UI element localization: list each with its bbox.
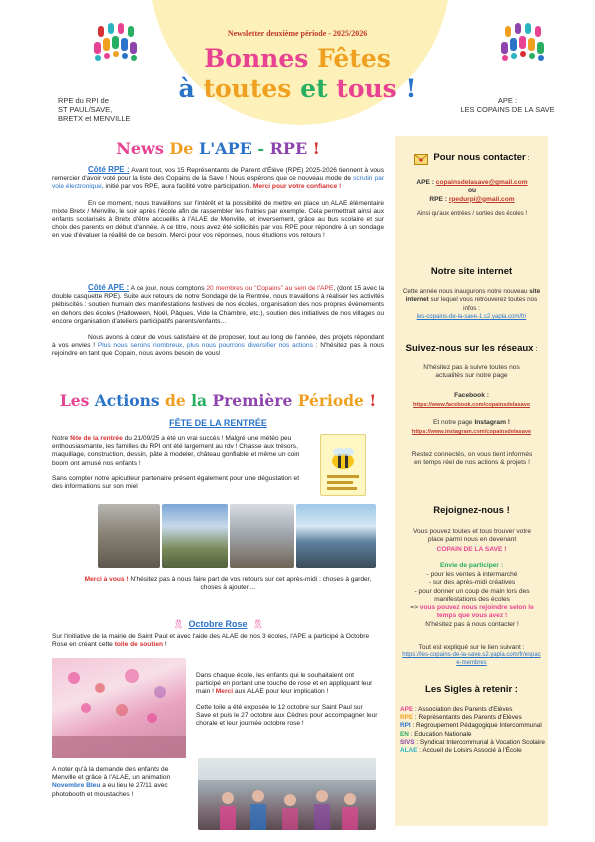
sigle-sep: : xyxy=(417,747,423,755)
title-word: tous xyxy=(336,74,397,103)
octobre-p2 xyxy=(196,672,378,728)
sigle-row xyxy=(400,739,546,747)
octobre-p1 xyxy=(52,633,374,649)
text: Nous avons à cœur de vous satisfaire et de proposer, tout au long de l'année, des projets répondant à vos envies ! xyxy=(52,334,384,350)
explained-text: Tout est expliqué sur le lien suivant : xyxy=(418,644,525,651)
novembre-bleu-photo xyxy=(198,758,376,830)
text: Notre xyxy=(52,435,70,442)
cote-ape-p2 xyxy=(52,334,384,359)
sigle-abbr: RPI xyxy=(400,722,411,730)
fete-rentree-text xyxy=(52,435,310,491)
text: RPE : xyxy=(429,195,449,203)
text: , (dont 15 avec la double casquette RPE). Suite aux retours de notre Sondage de la Rentrée, nous travaillons à réaliser les activités plébiscités : soutien humain des manifestations festives de nos écoles, organisation des nos propres évènements en dehors des écoles (Halloween, Noël, Pâques, Vide la Chambre, etc.), soutien des initiatives de nos villages ou encore organisation d'ateliers participatifs parents/enfants… xyxy=(52,285,384,325)
site-title: Notre site internet xyxy=(430,266,513,277)
envie-arrow-line xyxy=(404,604,540,621)
sigle-row xyxy=(400,722,546,730)
sigle-abbr: ALAE xyxy=(400,747,418,755)
title-word: et xyxy=(300,74,328,103)
text: sur lequel vous retrouverez toutes nos infos : xyxy=(428,296,538,312)
title-word: Période xyxy=(297,391,364,410)
text: , initié par vos RPE, aura facilité votre participation. xyxy=(101,183,253,191)
text: ! xyxy=(163,641,167,649)
title-line-1 xyxy=(0,44,595,73)
text: aux ALAE pour leur implication ! xyxy=(233,688,329,696)
text: Dans chaque école, les enfants qui le souhaitaient ont participé en portant une touche de rose et en appliquant leur main ! xyxy=(196,672,373,696)
ou-text: ou xyxy=(467,187,477,195)
text: => xyxy=(410,604,420,612)
cote-rpe-p2: En ce moment, nous travaillons sur l'intérêt et la possibilité de mettre en place un ALAE élémentaire mixte Bretx / Menville, le soir après l'école afin de rassembler les fratries par exemple. Cela permettrait ainsi aux enfants scolarisés à Bretx d'être accueillis à l'ALAE de Menville, et inversement, grâce au bus scolaire et sur choix des parents en début d'année. A ce titre, nous avez été sollicités par vos RPE pour répondre à un sondage en vue d'évaluer la réalité de ce besoin. Merci pour vos réponses, nous étudions vos retours ! xyxy=(52,199,384,240)
text: du 21/09/25 a été un vrai succès ! Malgré une météo peu enthousiasmante, les familles du RPI ont été largement au rdv ! Chasse aux trésors, maquillage, construction, dessin, pâte à modeler, château gonflable et même un coin boom ont amusé nos enfants ! xyxy=(52,435,300,467)
stay-connected-text: Restez connectés, on vous tient informés en temps réel de nos actions & projets ! xyxy=(411,451,533,467)
sigle-sep: : xyxy=(413,714,419,722)
title-word: RPE xyxy=(269,139,313,158)
ape-email-link[interactable]: copainsdelasave@gmail.com xyxy=(435,179,528,186)
actions-title xyxy=(50,391,386,410)
sigle-def: Syndicat Intercommunal à Vocation Scolaire xyxy=(419,738,545,746)
sigle-def: Education Nationale xyxy=(414,730,472,738)
text: Avant tout, vos 15 Représentants de Parent d'Élève (RPE) 2025-2026 tiennent à vous remercier d'avoir voté pour la liste des Copains de la Save ! Nous espérons que ce nouveau mode de xyxy=(52,167,384,183)
news-title xyxy=(50,139,386,158)
rpe-org-label xyxy=(58,96,168,123)
text: : xyxy=(525,155,530,162)
title-word: Bonnes xyxy=(204,44,309,73)
sigle-def: Représentants des Parents d'Elèves xyxy=(418,714,522,722)
text: Suivez-nous sur les réseaux xyxy=(405,343,534,354)
text: Merci pour votre confiance ! xyxy=(252,183,342,191)
oct-p3: Cette toile a été exposée le 12 octobre sur Saint Paul sur Save et puis le 27 octobre aux Cèdres pour accompagner leur chorale et leur journée octobre rose ! xyxy=(196,703,378,728)
social-text: N'hésitez pas à suivre toutes nos actualités sur notre page xyxy=(423,364,520,380)
contact-title xyxy=(433,152,529,163)
social-title xyxy=(400,343,543,354)
fete-photo-4 xyxy=(296,504,376,568)
title-word: De xyxy=(169,139,200,158)
text: Pour nous contacter xyxy=(433,152,526,163)
site-text xyxy=(402,288,541,313)
sigle-def: Accueil de Loisirs Associé à l'École xyxy=(422,747,522,755)
sigle-def: Regroupement Pédagogique Intercommunal xyxy=(415,722,542,730)
bee-poster-image xyxy=(320,434,366,496)
text: Cette année nous inaugurons notre nouveau xyxy=(402,288,530,295)
site-link[interactable]: les-copains-de-la-save-1.s2.yapla.com/fr/ xyxy=(416,314,527,320)
envie-label: Envie de participer : xyxy=(439,562,504,569)
mail-icon xyxy=(414,152,428,163)
text: a eu lieu le 27/11 avec photobooth et moustaches ! xyxy=(52,782,168,798)
rpe-email-link[interactable]: rpedurpi@gmail.com xyxy=(448,195,515,203)
rpe-contact-line xyxy=(402,196,542,204)
text: : xyxy=(533,346,538,353)
join-title: Rejoignez-nous ! xyxy=(433,505,510,516)
cote-ape-p1 xyxy=(52,284,384,326)
title-word: la xyxy=(191,391,213,410)
title-word: toutes xyxy=(203,74,292,103)
text: APE : xyxy=(416,179,436,186)
octobre-rose-photo xyxy=(52,658,186,758)
text: 20 membres ou "Copains" au sein de l'APE xyxy=(206,285,334,292)
text: Plus nous serons nombreux, plus nous pourrons diversifier nos actions xyxy=(97,342,313,350)
cote-rpe-label: Côté RPE : xyxy=(88,165,130,174)
text: A ce jour, nous comptons xyxy=(129,285,207,292)
org-line: RPE du RPI de xyxy=(58,96,109,105)
list-item: - pour donner un coup de main lors des manifestations des écoles xyxy=(414,587,530,603)
text: Novembre Bleu xyxy=(52,782,101,790)
fete-photo-1 xyxy=(98,504,160,568)
list-item: - pour les ventes à intermarché xyxy=(426,571,518,578)
text: : N'hésitez pas à nous rejoindre en tant que Copain, nous avons besoin de vous! xyxy=(52,342,384,358)
sigle-row xyxy=(400,714,546,722)
ape-contact-line xyxy=(402,179,542,187)
text: Merci xyxy=(215,688,234,696)
text: fête de la rentrée xyxy=(69,435,123,442)
instagram-label xyxy=(400,419,543,427)
sigle-sep: : xyxy=(408,730,415,738)
text: toile de soutien xyxy=(114,641,164,649)
text: Merci à vous ! xyxy=(84,576,129,583)
fete-photo-2 xyxy=(162,504,228,568)
title-word: Fêtes xyxy=(317,44,391,73)
sigle-sep: : xyxy=(410,722,416,730)
octobre-rose-heading xyxy=(50,614,386,632)
title-word: Première xyxy=(212,391,298,410)
oct-p2 xyxy=(196,672,378,697)
oct-p4 xyxy=(52,766,194,799)
cote-rpe-section xyxy=(52,166,384,241)
cote-ape-section xyxy=(52,284,384,359)
text: site internet xyxy=(405,288,541,304)
sigle-row xyxy=(400,731,546,739)
title-word: Les xyxy=(59,391,95,410)
list-item: N'hésitez pas à nous contacter ! xyxy=(425,620,519,628)
merci-p xyxy=(80,576,376,592)
sigle-def: Association des Parents d'Elèves xyxy=(418,706,513,713)
title-word: - xyxy=(257,139,270,158)
sigle-sep: : xyxy=(413,706,419,713)
org-line: LES COPAINS DE LA SAVE xyxy=(460,105,555,114)
fete-photo-3 xyxy=(230,504,294,568)
fete-p1 xyxy=(52,435,310,468)
merci-text xyxy=(80,576,376,592)
text: A noter qu'à la demande des enfants de Menville et grâce à l'ALAE, un animation xyxy=(52,766,171,782)
facebook-link[interactable]: https://www.facebook.com/copainsdelasave xyxy=(413,402,530,408)
title-word: ! xyxy=(363,391,377,410)
sigle-abbr: RPE xyxy=(400,714,414,722)
fete-p2: Sans compter notre apiculteur partenaire présent également pour une dégustation et des informations sur son miel xyxy=(52,474,300,491)
cote-ape-label: Côté APE : xyxy=(88,283,130,292)
text: N'hésitez pas à nous faire part de vos retours sur cet après-midi : choses à garder, choses à ajouter… xyxy=(128,576,372,592)
ape-org-label xyxy=(440,96,575,114)
title-word: à xyxy=(178,74,195,103)
org-line: ST PAUL/SAVE, xyxy=(58,105,113,114)
pink-ribbon-icon: 🎗 xyxy=(172,619,185,629)
envie-list xyxy=(404,571,540,629)
sigle-abbr: SIVS xyxy=(400,738,415,746)
newsletter-subtitle: Newsletter deuxième période - 2025/2026 xyxy=(227,29,368,38)
contact-note: Ainsi qu'aux entrées / sorties des écoles ! xyxy=(416,210,528,217)
join-text: Vous pouvez toutes et tous trouver votre place parmi nous en devenant xyxy=(412,528,532,544)
text: scrutin par voie électronique xyxy=(52,175,384,191)
sigle-row xyxy=(400,706,546,714)
title-word: L'APE xyxy=(199,139,258,158)
list-item: - sur des après-midi créatives xyxy=(428,579,516,587)
title-word: News xyxy=(116,139,170,158)
sigle-abbr: EN xyxy=(400,730,409,738)
title-word: ! xyxy=(405,74,417,103)
octobre-rose-title: Octobre Rose xyxy=(188,619,248,629)
sigles-list xyxy=(400,706,546,755)
text: Sur l'initiative de la mairie de Saint Paul et avec l'aide des ALAE de nos 3 écoles, l'APE a participé à Octobre Rose en créant cette xyxy=(52,633,370,649)
pink-ribbon-icon: 🎗 xyxy=(251,619,264,629)
title-word: de xyxy=(165,391,192,410)
join-bold: COPAIN DE LA SAVE ! xyxy=(436,546,507,553)
fete-rentree-title: FÊTE DE LA RENTRÉE xyxy=(169,418,267,428)
text: Et notre page xyxy=(433,419,475,426)
octobre-p4 xyxy=(52,766,194,799)
instagram-link[interactable]: https://www.instagram.com/copainsdelasave xyxy=(411,429,532,435)
title-word: ! xyxy=(312,139,320,158)
org-line: BRETX et MENVILLE xyxy=(58,114,131,123)
sigle-row xyxy=(400,747,546,755)
sigles-title: Les Sigles à retenir : xyxy=(425,684,518,695)
sigle-abbr: APE xyxy=(400,706,414,713)
text: vous pouvez nous rejoindre selon le temps que vous avez ! xyxy=(419,604,534,620)
cote-rpe-p1 xyxy=(52,166,384,192)
text: Instagram ! xyxy=(474,419,510,426)
contact-section xyxy=(402,152,542,218)
org-line: APE : xyxy=(497,96,518,105)
facebook-label: Facebook : xyxy=(454,392,489,399)
members-link[interactable]: https://les-copains-de-la-save.s2.yapla.com/fr/espace-membres xyxy=(402,652,541,666)
title-word: Actions xyxy=(94,391,166,410)
sigle-sep: : xyxy=(414,738,420,746)
oct-p1 xyxy=(52,633,374,649)
